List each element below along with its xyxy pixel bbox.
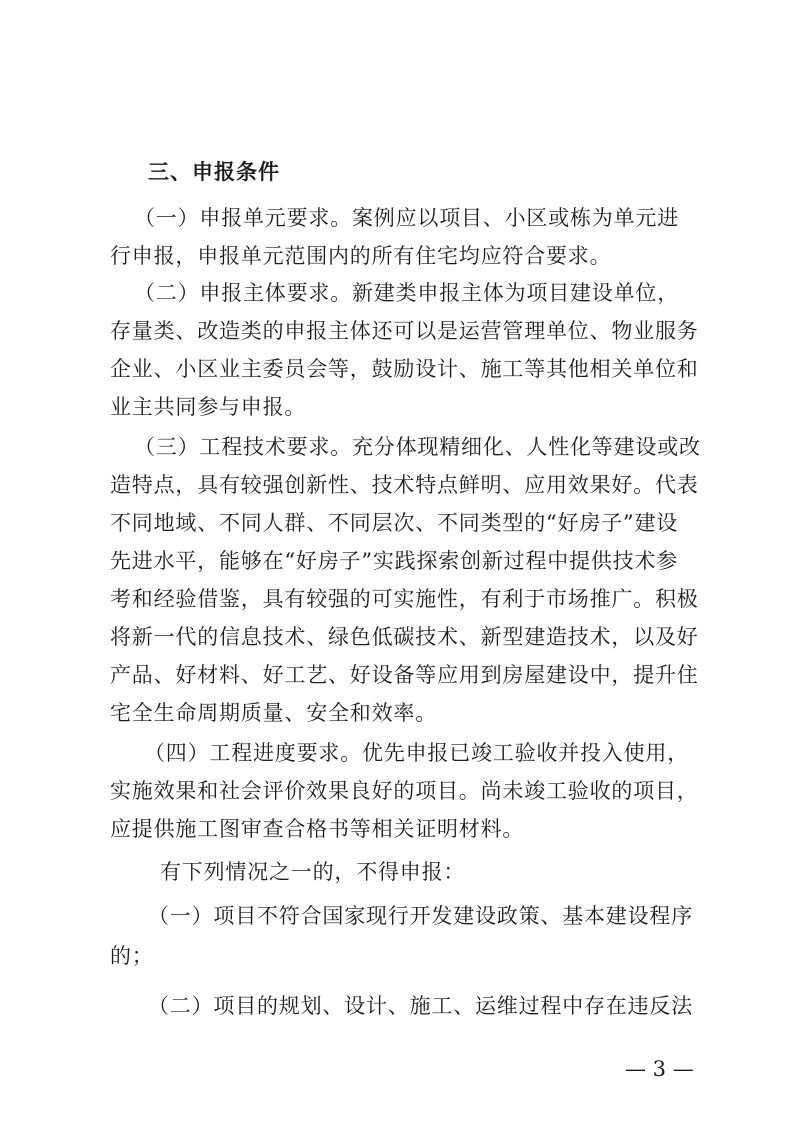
paragraph-line: （二）申报主体要求。新建类申报主体为项目建设单位， <box>134 281 679 305</box>
paragraph-line: （一）申报单元要求。案例应以项目、小区或栋为单元进 <box>134 206 679 230</box>
page-number: — 3 — <box>625 1057 694 1081</box>
paragraph-line: 业主共同参与申报。 <box>110 395 307 419</box>
paragraph-line: （一）项目不符合国家现行开发建设政策、基本建设程序 <box>148 904 693 928</box>
paragraph-line: 不同地域、不同人群、不同层次、不同类型的“好房子”建设 <box>110 511 679 535</box>
paragraph-line: 的； <box>110 944 154 968</box>
paragraph-line: 实施效果和社会评价效果良好的项目。尚未竣工验收的项目， <box>110 779 699 803</box>
paragraph-line: 考和经验借鉴，具有较强的可实施性，有利于市场推广。积极 <box>110 587 699 611</box>
paragraph-line: 应提供施工图审查合格书等相关证明材料。 <box>110 817 525 841</box>
paragraph-line: 将新一代的信息技术、绿色低碳技术、新型建造技术，以及好 <box>110 625 699 649</box>
paragraph-line: 造特点，具有较强创新性、技术特点鲜明、应用效果好。代表 <box>110 473 699 497</box>
paragraph-line: （二）项目的规划、设计、施工、运维过程中存在违反法 <box>148 994 693 1018</box>
paragraph-line: 宅全生命周期质量、安全和效率。 <box>110 701 437 725</box>
paragraph-line: 先进水平，能够在“好房子”实践探索创新过程中提供技术参 <box>110 549 679 573</box>
paragraph-line: 行申报，申报单元范围内的所有住宅均应符合要求。 <box>110 244 612 268</box>
paragraph-line: 存量类、改造类的申报主体还可以是运营管理单位、物业服务 <box>110 319 699 343</box>
paragraph-line: （三）工程技术要求。充分体现精细化、人性化等建设或改 <box>134 435 701 459</box>
paragraph-line: 产品、好材料、好工艺、好设备等应用到房屋建设中，提升住 <box>110 663 699 687</box>
paragraph-line: 企业、小区业主委员会等，鼓励设计、施工等其他相关单位和 <box>110 357 699 381</box>
paragraph-line: 有下列情况之一的，不得申报： <box>160 860 466 884</box>
paragraph-line: （四）工程进度要求。优先申报已竣工验收并投入使用， <box>144 741 689 765</box>
section-heading: 三、申报条件 <box>148 160 280 184</box>
